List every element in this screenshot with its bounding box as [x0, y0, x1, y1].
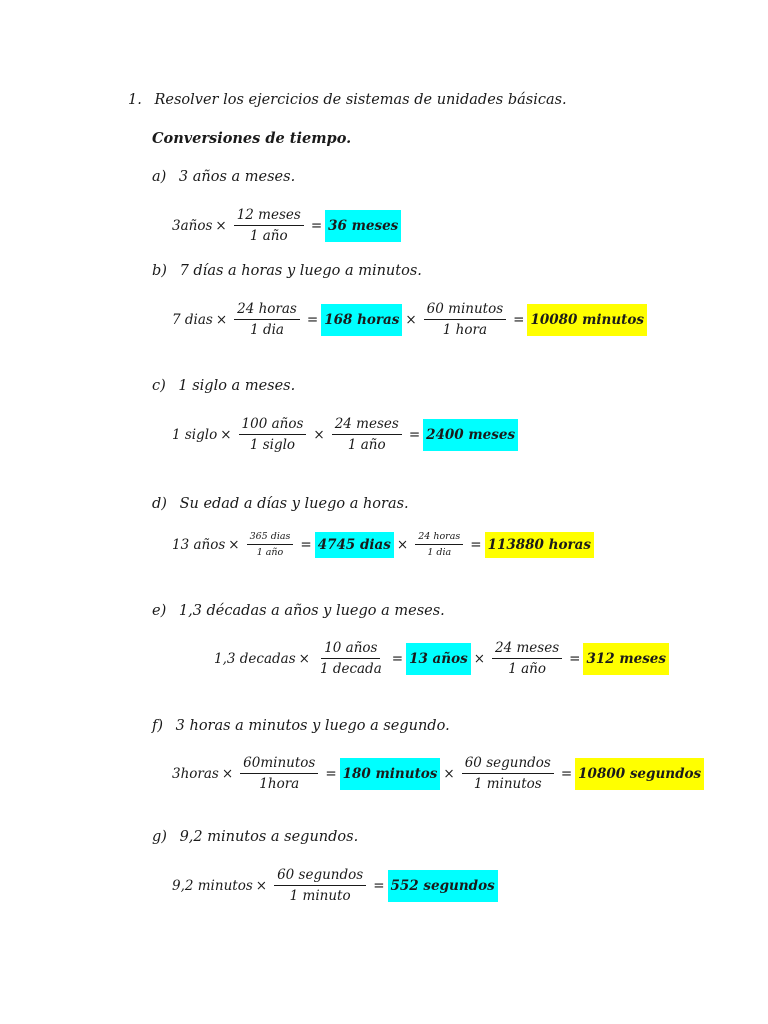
equation-lhs: 13 años [172, 536, 226, 553]
equals-sign: = [408, 426, 421, 443]
exercise-label: c) [152, 378, 166, 394]
equals-sign: = [306, 311, 319, 328]
heading-text: Resolver los ejercicios de sistemas de unidades básicas. [154, 92, 567, 108]
conversion-fraction [234, 301, 300, 338]
times-sign: × [396, 536, 409, 553]
equals-sign: = [513, 311, 525, 328]
exercise-a-equation [172, 207, 401, 244]
exercise-f-equation [172, 755, 704, 792]
exercise-text: 3 horas a minutos y luego a segundo. [175, 718, 450, 734]
times-sign: × [220, 426, 232, 443]
fraction-numerator: 24 meses [332, 416, 402, 435]
conversion-fraction [415, 531, 463, 558]
exercise-label: a) [152, 169, 167, 185]
fraction-numerator: 100 años [239, 416, 307, 435]
times-sign: × [473, 650, 486, 667]
fraction-numerator: 24 meses [492, 640, 562, 659]
times-sign: × [221, 765, 234, 782]
exercise-label: b) [152, 263, 167, 279]
times-sign: × [228, 536, 240, 553]
fraction-numerator: 12 meses [234, 207, 304, 226]
equation-lhs: 3años [172, 217, 213, 234]
exercise-e-equation [214, 640, 669, 677]
fraction-denominator: 1 año [508, 661, 546, 677]
exercise-text: 1 siglo a meses. [178, 378, 296, 394]
result-highlight: 2400 meses [423, 419, 518, 451]
exercise-text: 1,3 décadas a años y luego a meses. [178, 603, 445, 619]
fraction-denominator: 1 año [347, 437, 386, 453]
exercise-text: 9,2 minutos a segundos. [179, 829, 359, 845]
exercise-g-statement [152, 829, 358, 845]
equation-lhs: 1,3 decadas [214, 650, 296, 667]
result-highlight: 180 minutos [340, 758, 441, 790]
conversion-fraction [317, 640, 385, 677]
fraction-denominator: 1 minutos [473, 776, 542, 792]
exercise-label: d) [152, 496, 167, 512]
exercise-e-statement [152, 603, 445, 619]
section-title: Conversiones de tiempo. [152, 130, 352, 147]
times-sign: × [443, 765, 455, 782]
fraction-denominator: 1 año [256, 547, 284, 558]
heading-number: 1. [128, 92, 142, 108]
fraction-numerator: 60minutos [240, 755, 318, 774]
equals-sign: = [300, 536, 312, 553]
exercise-text: 3 años a meses. [178, 169, 296, 185]
exercise-label: g) [152, 829, 167, 845]
conversion-fraction [234, 207, 304, 244]
equation-lhs: 9,2 minutos [172, 877, 253, 894]
exercise-label: f) [152, 718, 164, 734]
times-sign: × [255, 877, 268, 894]
exercise-f-statement [152, 718, 450, 734]
exercise-text: Su edad a días y luego a horas. [179, 496, 409, 512]
times-sign: × [215, 311, 228, 328]
fraction-numerator: 24 horas [234, 301, 300, 320]
fraction-numerator: 60 segundos [462, 755, 554, 774]
conversion-fraction [239, 416, 307, 453]
exercise-text: 7 días a horas y luego a minutos. [179, 263, 422, 279]
conversion-fraction [240, 755, 318, 792]
conversion-fraction [462, 755, 554, 792]
exercise-c-equation [172, 416, 518, 453]
times-sign: × [313, 426, 325, 443]
fraction-denominator: 1 año [249, 228, 288, 244]
equals-sign: = [373, 877, 385, 894]
conversion-fraction [332, 416, 402, 453]
times-sign: × [215, 217, 227, 234]
final-result-highlight: 10080 minutos [527, 304, 647, 336]
conversion-fraction [492, 640, 562, 677]
result-highlight: 4745 dias [315, 532, 394, 558]
exercise-d-equation [172, 531, 594, 558]
fraction-numerator: 24 horas [415, 531, 463, 545]
final-result-highlight: 312 meses [583, 643, 669, 675]
times-sign: × [405, 311, 417, 328]
equals-sign: = [569, 650, 581, 667]
equals-sign: = [310, 217, 323, 234]
equation-lhs: 7 dias [172, 311, 213, 328]
conversion-fraction [424, 301, 506, 338]
fraction-denominator: 1hora [259, 776, 300, 792]
result-highlight: 36 meses [325, 210, 401, 242]
equals-sign: = [470, 536, 482, 553]
equals-sign: = [325, 765, 337, 782]
exercise-d-statement [152, 496, 409, 512]
conversion-fraction [247, 531, 294, 558]
fraction-denominator: 1 siglo [249, 437, 296, 453]
fraction-denominator: 1 dia [250, 322, 284, 338]
fraction-denominator: 1 decada [319, 661, 382, 677]
equals-sign: = [560, 765, 573, 782]
exercise-g-equation [172, 867, 498, 904]
result-highlight: 13 años [406, 643, 471, 675]
equation-lhs: 1 siglo [172, 426, 218, 443]
conversion-fraction [274, 867, 366, 904]
exercise-label: e) [152, 603, 167, 619]
fraction-numerator: 60 minutos [424, 301, 506, 320]
exercise-c-statement [152, 378, 295, 394]
fraction-numerator: 60 segundos [274, 867, 366, 886]
fraction-numerator: 365 dias [247, 531, 294, 545]
fraction-denominator: 1 dia [427, 547, 452, 558]
heading [128, 92, 567, 108]
times-sign: × [298, 650, 310, 667]
equation-lhs: 3horas [172, 765, 219, 782]
final-result-highlight: 113880 horas [485, 532, 594, 558]
final-result-highlight: 10800 segundos [575, 758, 704, 790]
exercise-b-statement [152, 263, 422, 279]
fraction-numerator: 10 años [321, 640, 380, 659]
fraction-denominator: 1 hora [442, 322, 488, 338]
equals-sign: = [391, 650, 404, 667]
result-highlight: 552 segundos [388, 870, 498, 902]
exercise-b-equation [172, 301, 647, 338]
exercise-a-statement [152, 169, 295, 185]
fraction-denominator: 1 minuto [289, 888, 351, 904]
result-highlight: 168 horas [321, 304, 402, 336]
